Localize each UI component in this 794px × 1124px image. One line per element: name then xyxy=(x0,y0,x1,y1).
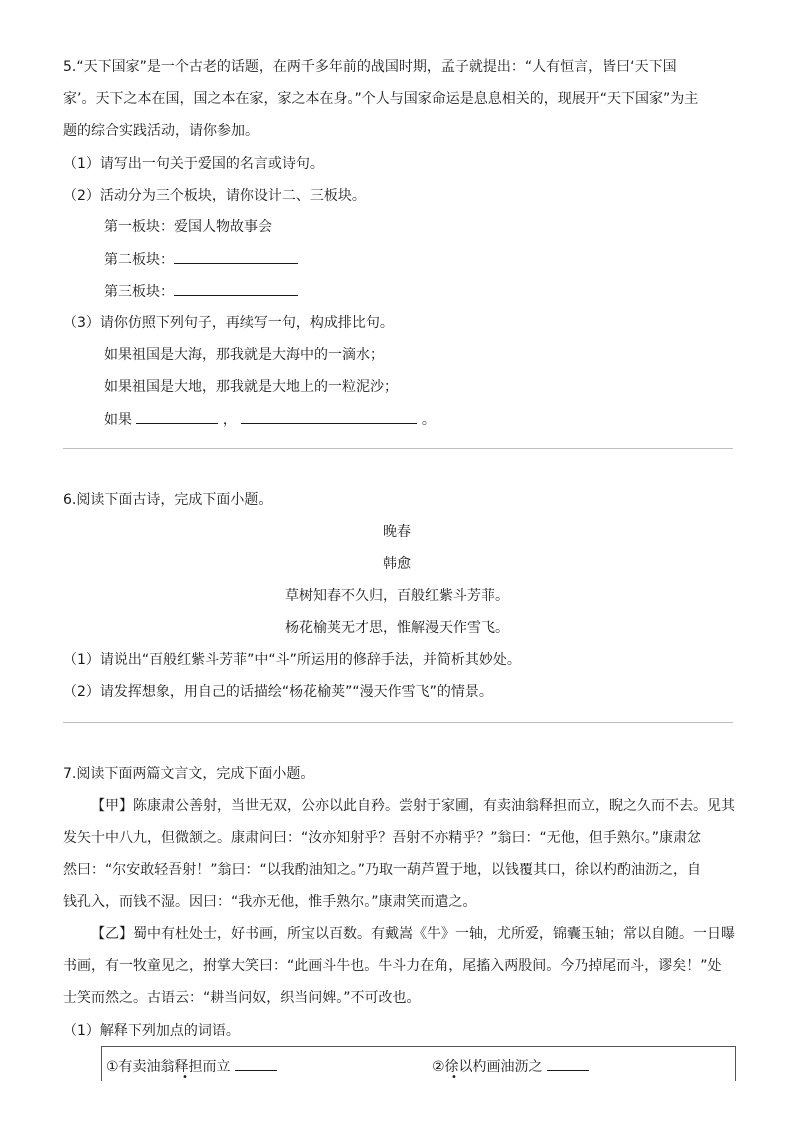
vocab-item-1-text: ①有卖油翁释担而立 xyxy=(106,1059,231,1075)
poem-author: 韩愈 xyxy=(383,556,411,572)
q5-example-2: 如果祖国是大地，那我就是大地上的一粒泥沙； xyxy=(104,379,398,395)
q5-block-2-answer-blank[interactable] xyxy=(174,249,298,264)
q5-stem-line-1: 5.“天下国家”是一个古老的话题，在两千多年前的战国时期，孟子就提出：“人有恒言，皆曰‘天下国 xyxy=(63,59,677,75)
q7-sub-question-1: （1）解释下列加点的词语。 xyxy=(63,1023,240,1039)
passage-yi-line-1: 【乙】蜀中有杜处士，好书画，所宝以百数。有戴嵩《牛》一轴，尤所爱，锦囊玉轴；常以自随。一日曝 xyxy=(91,926,735,942)
poem-line-1: 草树知春不久归，百般红紫斗芳菲。 xyxy=(285,588,509,604)
emphasis-dot: • xyxy=(451,1072,457,1083)
poem-title: 晚春 xyxy=(383,524,411,540)
q5-block-1: 第一板块：爱国人物故事会 xyxy=(104,219,272,235)
section-divider xyxy=(63,722,733,723)
q5-block-3-row xyxy=(104,281,298,302)
q5-sub-question-2: （2）活动分为三个板块，请你设计二、三板块。 xyxy=(63,188,366,204)
q5-fill-end: 。 xyxy=(421,412,436,428)
q5-example-1: 如果祖国是大海，那我就是大海中的一滴水； xyxy=(104,347,384,363)
passage-jia-line-1: 【甲】陈康肃公善射，当世无双，公亦以此自矜。尝射于家圃，有卖油翁释担而立，睨之久而不去。见其 xyxy=(91,798,735,814)
passage-jia-line-3: 然曰：“尔安敢轻吾射！”翁曰：“以我酌油知之。”乃取一葫芦置于地，以钱覆其口，徐以杓酌油沥之，自 xyxy=(63,862,702,878)
q5-block-3-answer-blank[interactable] xyxy=(174,281,298,296)
q5-sub-question-1: （1）请写出一句关于爱国的名言或诗句。 xyxy=(63,156,324,172)
passage-yi-line-2: 书画，有一牧童见之，拊掌大笑曰：“此画斗牛也。牛斗力在角，尾搐入两股间。今乃掉尾而斗，谬矣！”处 xyxy=(63,958,722,974)
q6-sub-question-1: （1）请说出“百般红紫斗芳菲”中“斗”所运用的修辞手法，并简析其妙处。 xyxy=(63,652,521,668)
q6-intro: 6.阅读下面古诗，完成下面小题。 xyxy=(63,492,273,508)
vocabulary-table xyxy=(101,1046,736,1081)
passage-jia-line-4: 钱孔入，而钱不湿。因曰：“我亦无他，惟手熟尔。”康肃笑而遣之。 xyxy=(63,894,477,910)
vocab-item-2-blank[interactable] xyxy=(547,1056,589,1071)
q5-block-2-label: 第二板块： xyxy=(104,252,174,268)
section-divider xyxy=(63,448,733,449)
passage-yi-line-3: 士笑而然之。古语云：“耕当问奴，织当问婢。”不可改也。 xyxy=(63,990,421,1006)
q7-intro: 7.阅读下面两篇文言文，完成下面小题。 xyxy=(63,766,315,782)
q5-fill-blank-2[interactable] xyxy=(241,409,417,424)
vocab-item-1 xyxy=(106,1056,277,1077)
q6-sub-question-2: （2）请发挥想象，用自己的话描绘“杨花榆荚”“漫天作雪飞”的情景。 xyxy=(63,684,493,700)
q5-fill-prefix: 如果 xyxy=(104,412,132,428)
q5-stem-line-2: 家’。天下之本在国，国之本在家，家之本在身。”个人与国家命运是息息相关的，现展开“天下国家”为主 xyxy=(63,91,699,107)
poem-line-2: 杨花榆荚无才思，惟解漫天作雪飞。 xyxy=(285,620,509,636)
q5-fill-comma: ， xyxy=(222,412,237,428)
vocab-item-2-text: ②徐以杓画油沥之 xyxy=(432,1059,543,1075)
emphasis-dot: • xyxy=(182,1072,188,1083)
q5-block-2-row xyxy=(104,249,298,270)
q5-fill-blank-1[interactable] xyxy=(136,409,218,424)
q5-block-3-label: 第三板块： xyxy=(104,284,174,300)
q5-sub-question-3: （3）请你仿照下列句子，再续写一句，构成排比句。 xyxy=(63,315,394,331)
q5-fill-row xyxy=(104,409,436,430)
q5-stem-line-3: 题的综合实践活动，请你参加。 xyxy=(63,123,259,139)
passage-jia-line-2: 发矢十中八九，但微颔之。康肃问曰：“汝亦知射乎？吾射不亦精乎？”翁曰：“无他，但手熟尔。”康肃忿 xyxy=(63,830,702,846)
vocab-item-1-blank[interactable] xyxy=(235,1056,277,1071)
